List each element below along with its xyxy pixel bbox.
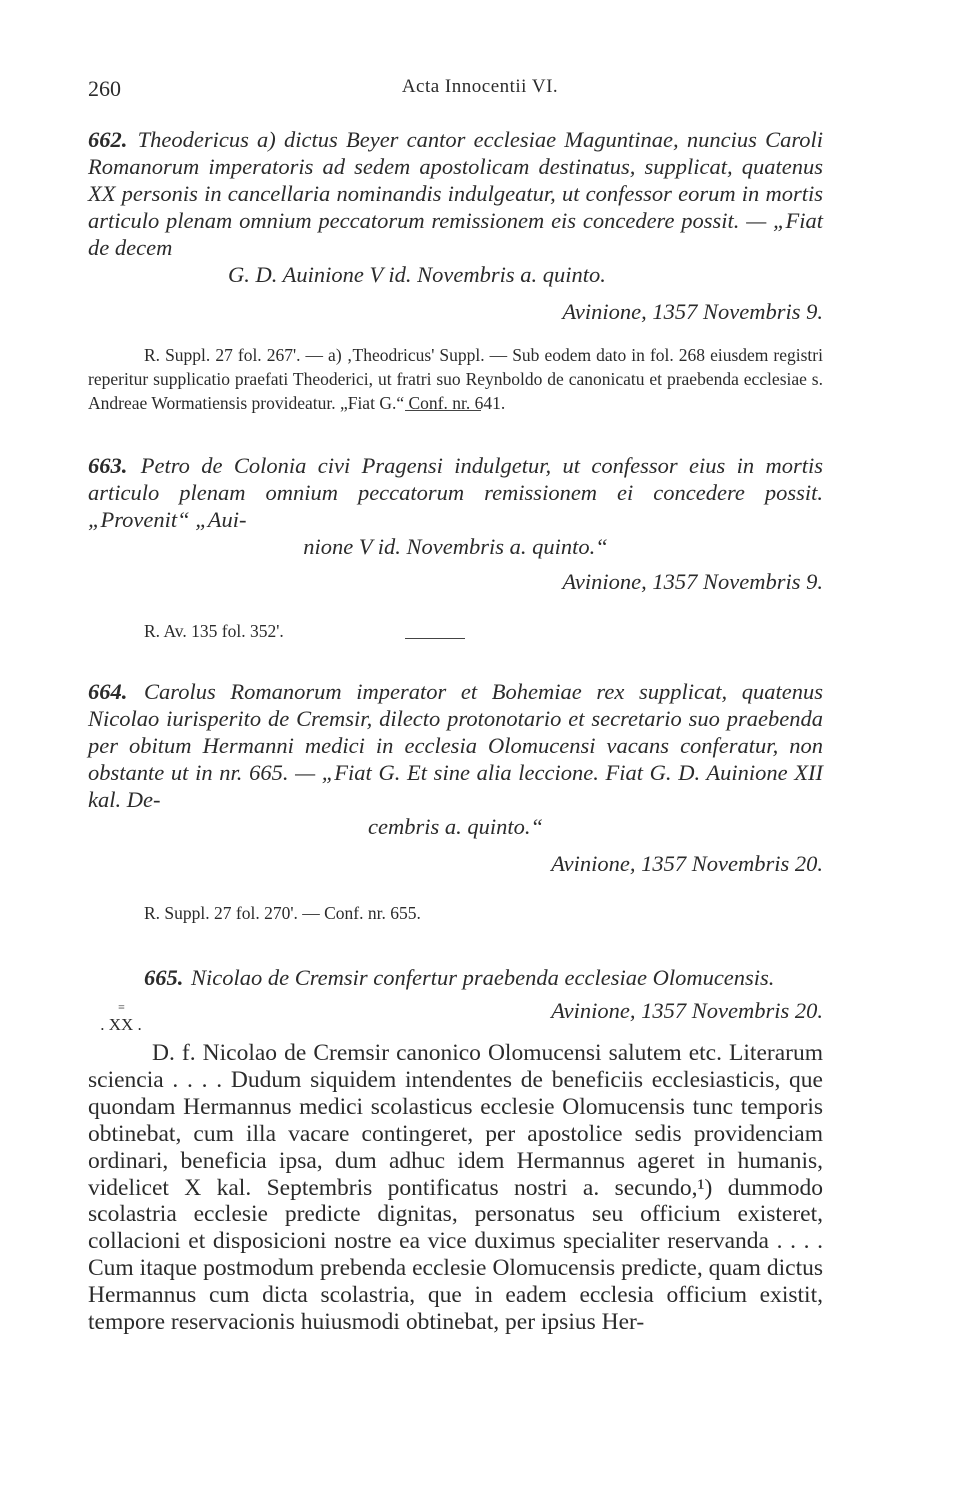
entry-date: Avinione, 1357 Novembris 20. (551, 851, 823, 876)
entry-heading (88, 964, 823, 991)
regest-text: Theodericus a) dictus Beyer cantor ecclesiae Maguntinae, nuncius Caroli Romanorum imperatoris ad sedem apostolicam destinatus, supplicat, quatenus XX personis in cancellaria nominandis indulgeatur, ut confessor eorum in mortis articulo plenam omnium peccatorum remissionem eis concedere possit. — „Fiat de decem (88, 127, 823, 260)
letter-body: D. f. Nicolao de Cremsir canonico Olomucensi salutem etc. Literarum sciencia . . . . Dudum siquidem intendentes de beneficiis ecclesiasticis, que quondam Hermannus medici scolasticus ecclesie Olomucensis tunc temporis obtinebat, cum illa vacare contingeret, per apostolice sedis providenciam ordinari, beneficia ipsa, dum adhuc idem Hermannus ageret in humanis, videlicet X kal. Septembris pontificatus nostri a. secundo,¹) dummodo scolastria ecclesie predicte dignitas, personatus seu officium existeret, collacioni et disposicioni nostre ea vice duximus specialiter reservanda . . . . Cum itaque postmodum prebenda ecclesie Olomucensis predicte, quam dictus Hermannus cum dicta scolastria, que in eadem ecclesia officium existit, tempore reservacionis huiusmodi obtinebat, per ipsius Her- (88, 1040, 823, 1336)
entry-regest (88, 678, 823, 840)
entry-date: Avinione, 1357 Novembris 9. (562, 299, 823, 324)
regest-tail: G. D. Auinione V id. Novembris a. quinto. (228, 262, 606, 287)
separator-rule (405, 410, 481, 411)
entry-regest (88, 126, 823, 288)
entry-date: Avinione, 1357 Novembris 20. (551, 998, 823, 1023)
page-number: 260 (88, 76, 121, 101)
entry-note: R. Suppl. 27 fol. 267'. — a) ‚Theodricus' Suppl. — Sub eodem dato in fol. 268 eiusdem registri reperitur supplicatio praefati Theoderici, ut fratri suo Reynboldo de canonicatu et praebenda ecclesiae s. Andreae Wormatiensis provideatur. „Fiat G.“ Conf. nr. 641. (88, 345, 823, 413)
regest-tail: cembris a. quinto.“ (367, 814, 543, 839)
gloss-marker-text: . XX . (100, 1015, 142, 1034)
gloss-marker (90, 998, 152, 1034)
entry-number: 662. (88, 127, 128, 152)
entry-source: R. Av. 135 fol. 352'. (144, 621, 284, 641)
heading-text: Nicolao de Cremsir confertur praebenda ecclesiae Olomucensis. (191, 965, 775, 990)
entry-number: 664. (88, 679, 128, 704)
entry-date: Avinione, 1357 Novembris 9. (562, 569, 823, 594)
entry-664 (88, 678, 823, 924)
gloss-strokes: ≡ (118, 1000, 124, 1014)
regest-text: Petro de Colonia civi Pragensi indulgetur, ut confessor eius in mortis articulo plenam omnium peccatorum remissionem ei concedere possit. „Provenit“ „Aui- (88, 453, 823, 532)
entry-number: 665. (144, 965, 184, 990)
regest-tail: nione V id. Novembris a. quinto.“ (303, 534, 608, 559)
regest-text: Carolus Romanorum imperator et Bohemiae rex supplicat, quatenus Nicolao iurisperito de Cremsir, dilecto protonotario et secretario suo praebenda per obitum Hermanni medici in ecclesia Olomucensi vacans conferatur, non obstante ut in nr. 665. — „Fiat G. Et sine alia leccione. Fiat G. D. Auinione XII kal. De- (88, 679, 823, 812)
entry-source: R. Suppl. 27 fol. 270'. — Conf. nr. 655. (144, 903, 421, 923)
entry-number: 663. (88, 453, 128, 478)
entry-662 (88, 126, 823, 415)
entry-665 (88, 964, 823, 1024)
running-title: Acta Innocentii VI. (401, 76, 559, 97)
page-header (0, 76, 960, 102)
entry-663 (88, 452, 823, 642)
entry-regest (88, 452, 823, 560)
separator-rule (405, 638, 465, 639)
letter-body-block (88, 1040, 823, 1336)
